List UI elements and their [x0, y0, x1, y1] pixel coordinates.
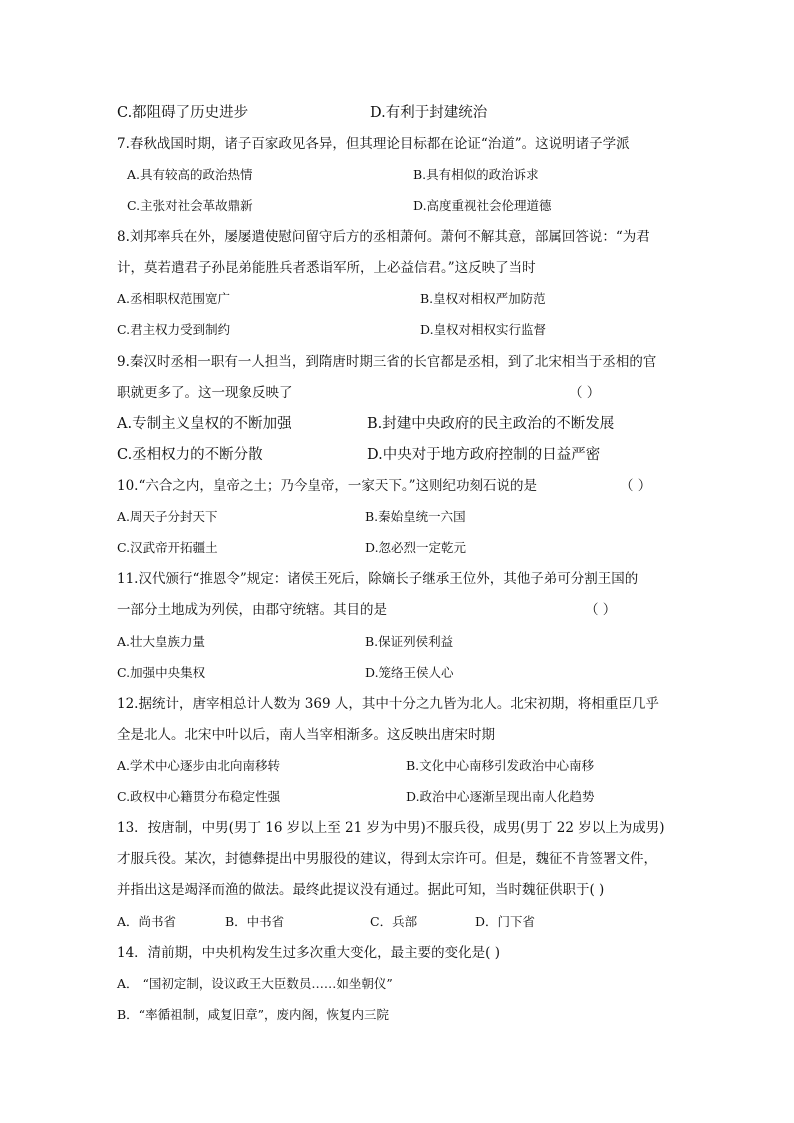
option-d: D.有利于封建统治	[370, 105, 488, 121]
option-b: B.文化中心南移引发政治中心南移	[406, 758, 595, 773]
option-c: C.都阻碍了历史进步	[117, 105, 249, 121]
option-row	[117, 196, 677, 216]
option-b: B.具有相似的政治诉求	[413, 167, 539, 182]
option-b: B.秦始皇统一六国	[365, 509, 466, 524]
question-10: 10.“六合之内，皇帝之土；乃今皇帝，一家天下。”这则纪功刻石说的是 （ ）	[117, 478, 652, 494]
question-8-cont: 计，莫若遣君子孙昆弟能胜兵者悉诣军所，上必益信君。”这反映了当时	[117, 260, 536, 276]
option-a: A.壮大皇族力量	[117, 634, 206, 649]
option-c: C.加强中央集权	[117, 665, 206, 680]
option-row	[117, 103, 677, 123]
question-14: 14．清前期，中央机构发生过多次重大变化，最主要的变化是( )	[117, 945, 501, 961]
question-13-cont: 并指出这是竭泽而渔的做法。最终此提议没有通过。据此可知，当时魏征供职于( )	[117, 882, 605, 898]
option-a: A.丞相职权范围宽广	[117, 291, 231, 306]
option-a: A.专制主义皇权的不断加强	[117, 416, 292, 432]
option-c: C．兵部	[370, 914, 418, 929]
question-13: 13．按唐制，中男(男丁 16 岁以上至 21 岁为中男)不服兵役，成男(男丁 22 岁以上为成男)	[117, 820, 665, 836]
answer-blank: （ ）	[569, 385, 601, 401]
option-row	[117, 663, 677, 683]
option-a: A.具有较高的政治热情	[127, 167, 253, 182]
option-row	[117, 507, 677, 527]
option-b: B.保证列侯利益	[365, 634, 454, 649]
option-b: B．“率循祖制，咸复旧章”，废内阁，恢复内三院	[117, 1007, 389, 1022]
question-13-cont: 才服兵役。某次，封德彝提出中男服役的建议，得到太宗许可。但是，魏征不肯签署文件，	[117, 851, 657, 867]
option-row	[117, 320, 677, 340]
question-9: 9.秦汉时丞相一职有一人担当，到隋唐时期三省的长官都是丞相，到了北宋相当于丞相的官	[117, 354, 657, 370]
option-a: A． “国初定制，设议政王大臣数员……如坐朝仪”	[117, 976, 393, 991]
option-c: C.君主权力受到制约	[117, 322, 231, 337]
option-d: D.笼络王侯人心	[365, 665, 454, 680]
answer-blank: （ ）	[620, 478, 652, 494]
option-row	[117, 289, 677, 309]
question-12-cont: 全是北人。北宋中叶以后，南人当宰相渐多。这反映出唐宋时期	[117, 727, 495, 743]
option-d: D．门下省	[475, 914, 536, 929]
option-a: A.周天子分封天下	[117, 509, 218, 524]
option-row	[117, 912, 677, 932]
option-row	[117, 538, 677, 558]
option-d: D.中央对于地方政府控制的日益严密	[367, 447, 601, 463]
option-d: D.高度重视社会伦理道德	[413, 198, 552, 213]
option-row	[117, 414, 677, 434]
option-b: B.封建中央政府的民主政治的不断发展	[367, 416, 615, 432]
option-row	[117, 165, 677, 185]
option-d: D.皇权对相权实行监督	[420, 322, 547, 337]
question-7: 7.春秋战国时期，诸子百家政见各异，但其理论目标都在论证“治道”。这说明诸子学派	[117, 136, 630, 152]
answer-blank: （ ）	[585, 602, 617, 618]
option-b: B．中书省	[225, 914, 285, 929]
option-row	[117, 756, 677, 776]
option-c: C.主张对社会革故鼎新	[127, 198, 253, 213]
option-d: D.忽必烈一定乾元	[365, 540, 467, 555]
option-a: A.学术中心逐步由北向南移转	[117, 758, 281, 773]
question-11-cont: 一部分土地成为列侯，由郡守统辖。其目的是 （ ）	[117, 602, 617, 618]
question-9-cont: 职就更多了。这一现象反映了 （ ）	[117, 385, 601, 401]
option-c: C.丞相权力的不断分散	[117, 447, 263, 463]
option-row	[117, 445, 677, 465]
option-c: C.政权中心籍贯分布稳定性强	[117, 789, 281, 804]
option-c: C.汉武帝开拓疆土	[117, 540, 218, 555]
option-d: D.政治中心逐渐呈现出南人化趋势	[406, 789, 595, 804]
option-a: A．尚书省	[117, 914, 177, 929]
option-row	[117, 787, 677, 807]
question-11: 11.汉代颁行“推恩令”规定：诸侯王死后，除嫡长子继承王位外，其他子弟可分割王国的	[117, 571, 639, 587]
option-row	[117, 632, 677, 652]
question-8: 8.刘邦率兵在外，屡屡遣使慰问留守后方的丞相萧何。萧何不解其意，部属回答说：“为君	[117, 229, 650, 245]
question-12: 12.据统计，唐宰相总计人数为 369 人，其中十分之九皆为北人。北宋初期，将相重臣几乎	[117, 696, 659, 712]
option-b: B.皇权对相权严加防范	[420, 291, 546, 306]
